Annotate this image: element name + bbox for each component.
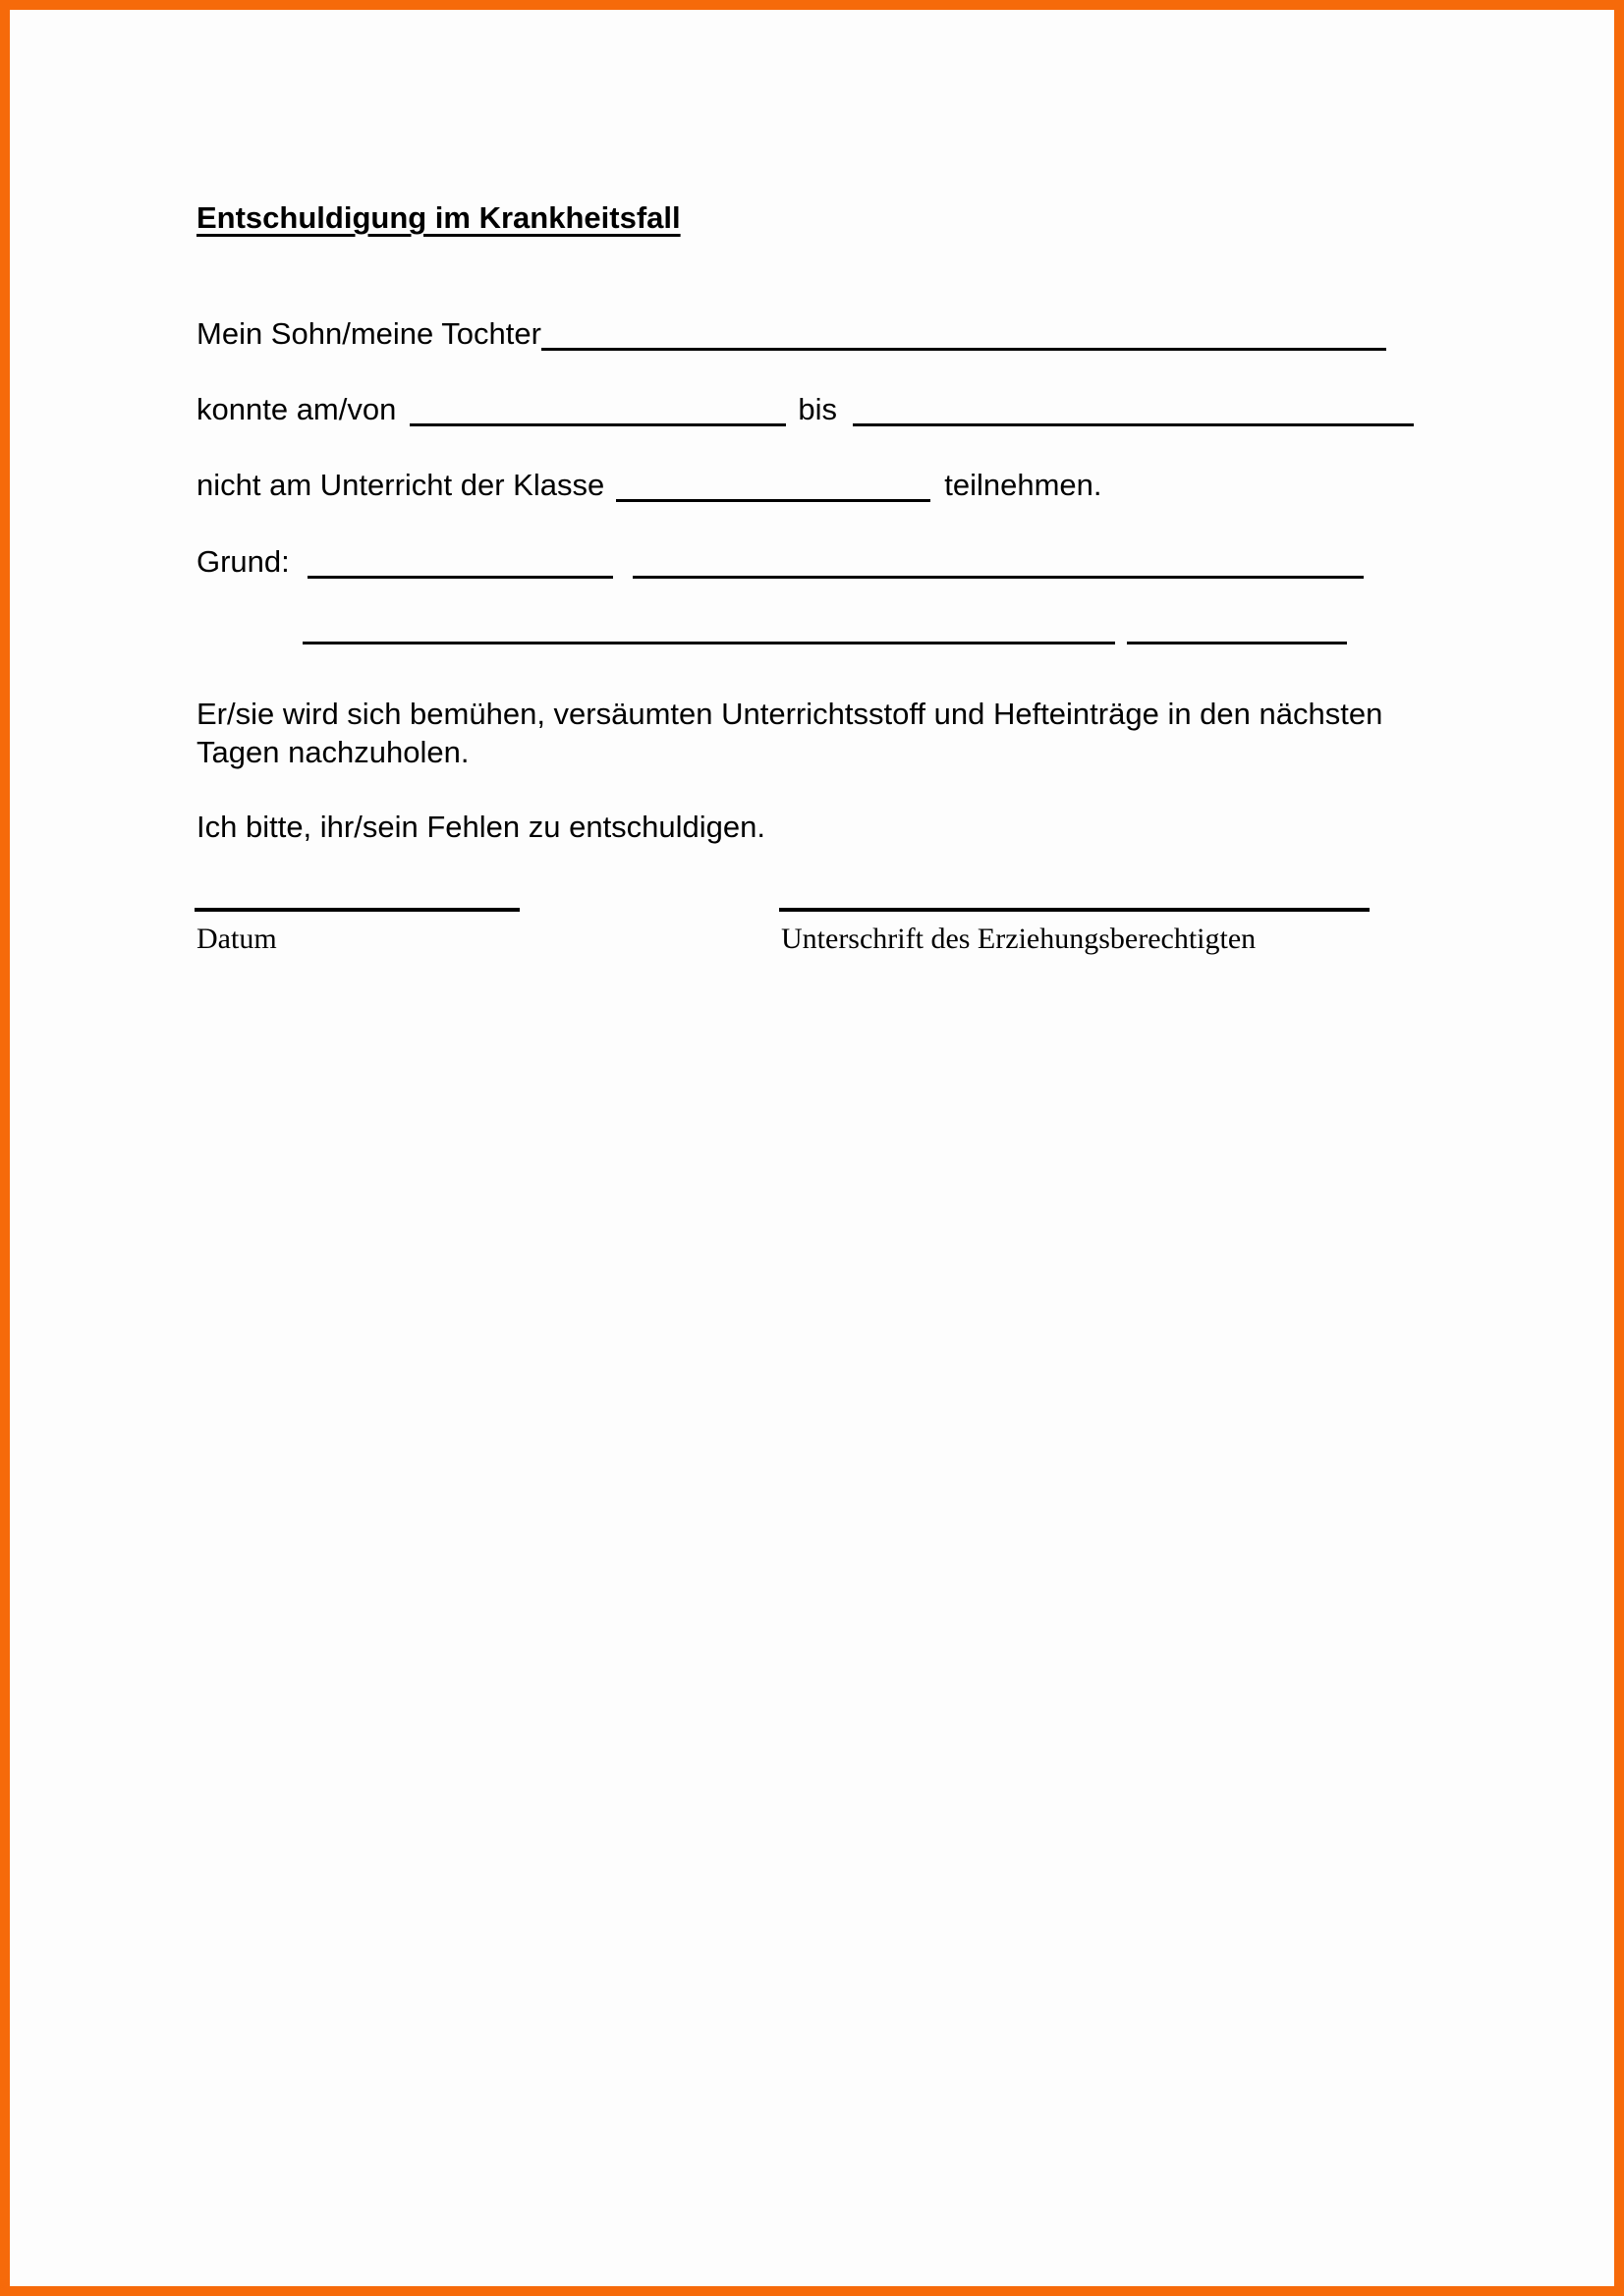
date-range-line xyxy=(196,390,1414,429)
class-label: nicht am Unterricht der Klasse xyxy=(196,468,605,502)
class-line xyxy=(196,466,1102,505)
page-title: Entschuldigung im Krankheitsfall xyxy=(196,200,681,235)
date-until-label: bis xyxy=(798,392,837,426)
reason-label: Grund: xyxy=(196,544,290,579)
reason-blank-2 xyxy=(633,559,1364,579)
child-name-label: Mein Sohn/meine Tochter xyxy=(196,316,541,351)
date-until-blank xyxy=(853,407,1414,426)
reason-line xyxy=(196,542,1364,582)
child-name-line xyxy=(196,314,1386,354)
reason-continuation-blank-2 xyxy=(1127,631,1347,644)
guardian-signature-blank xyxy=(779,892,1370,912)
reason-blank-1 xyxy=(308,559,613,579)
participate-label: teilnehmen. xyxy=(944,468,1102,502)
date-signature-label: Datum xyxy=(196,923,277,955)
date-from-label: konnte am/von xyxy=(196,392,397,426)
reason-continuation-blank-1 xyxy=(303,631,1115,644)
date-from-blank xyxy=(410,407,786,426)
guardian-signature-label: Unterschrift des Erziehungsberechtigten xyxy=(781,923,1257,955)
date-signature-blank xyxy=(195,892,520,912)
catch-up-paragraph: Er/sie wird sich bemühen, versäumten Unterrichtsstoff und Hefteinträge in den nächsten Tagen nachzuholen. xyxy=(196,697,1383,769)
excuse-request-paragraph: Ich bitte, ihr/sein Fehlen zu entschuldigen. xyxy=(196,810,766,844)
child-name-blank xyxy=(541,331,1386,351)
class-blank xyxy=(616,482,930,502)
